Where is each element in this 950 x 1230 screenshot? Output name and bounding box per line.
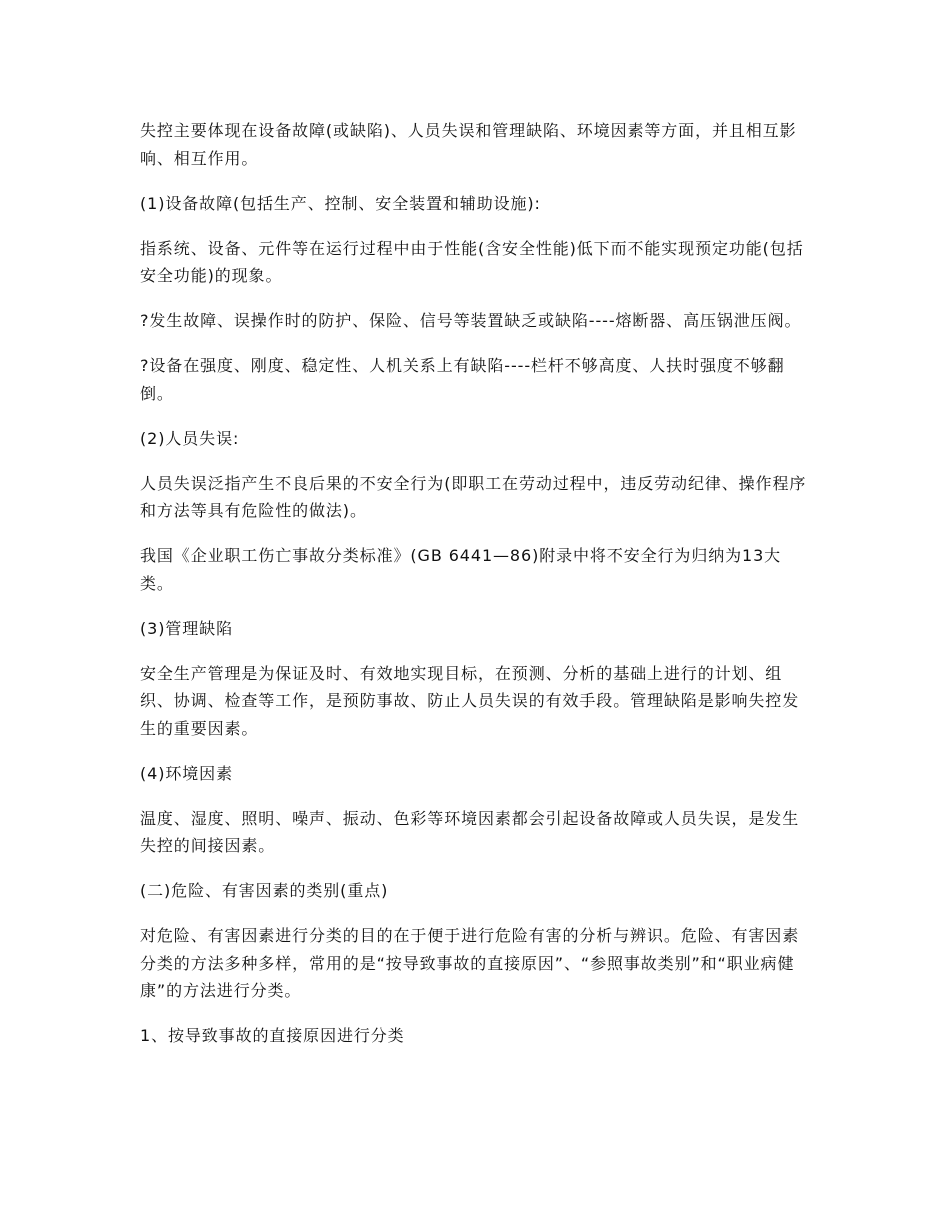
paragraph-equipment-definition: 指系统、设备、元件等在运行过程中由于性能(含安全性能)低下而不能实现预定功能(包括安全功能)的现象。 [140,238,804,285]
document-body [140,117,812,1067]
paragraph-intro: 失控主要体现在设备故障(或缺陷)、人员失误和管理缺陷、环境因素等方面，并且相互影响、相互作用。 [140,121,797,168]
heading-direct-cause-classification: 1、按导致事故的直接原因进行分类 [140,1026,405,1045]
heading-management-defects: (3)管理缺陷 [140,618,233,638]
heading-equipment-failure: (1)设备故障(包括生产、控制、安全装置和辅助设施): [140,193,541,213]
paragraph-classification-purpose: 对危险、有害因素进行分类的目的在于便于进行危险有害的分析与辨识。危险、有害因素分类的方法多种多样，常用的是“按导致事故的直接原因”、“参照事故类别”和“职业病健康”的方法进行分类。 [140,926,800,1000]
paragraph-standard-reference: 我国《企业职工伤亡事故分类标准》(GB 6441—86)附录中将不安全行为归纳为13大类。 [140,546,782,593]
heading-human-error: (2)人员失误: [140,428,240,448]
paragraph-protection-defects: ?发生故障、误操作时的防护、保险、信号等装置缺乏或缺陷----熔断器、高压锅泄压阀。 [140,311,802,330]
paragraph-human-error-definition: 人员失误泛指产生不良后果的不安全行为(即职工在劳动过程中，违反劳动纪律、操作程序和方法等具有危险性的做法)。 [140,473,807,520]
heading-hazard-categories: (二)危险、有害因素的类别(重点) [140,881,389,900]
paragraph-environment-definition: 温度、湿度、照明、噪声、振动、色彩等环境因素都会引起设备故障或人员失误，是发生失控的间接因素。 [140,808,800,855]
heading-environment-factors: (4)环境因素 [140,763,233,783]
paragraph-management-definition: 安全生产管理是为保证及时、有效地实现目标，在预测、分析的基础上进行的计划、组织、协调、检查等工作，是预防事故、防止人员失误的有效手段。管理缺陷是影响失控发生的重要因素。 [140,663,800,738]
paragraph-strength-defects: ?设备在强度、刚度、稳定性、人机关系上有缺陷----栏杆不够高度、人扶时强度不够翻倒。 [140,356,785,403]
